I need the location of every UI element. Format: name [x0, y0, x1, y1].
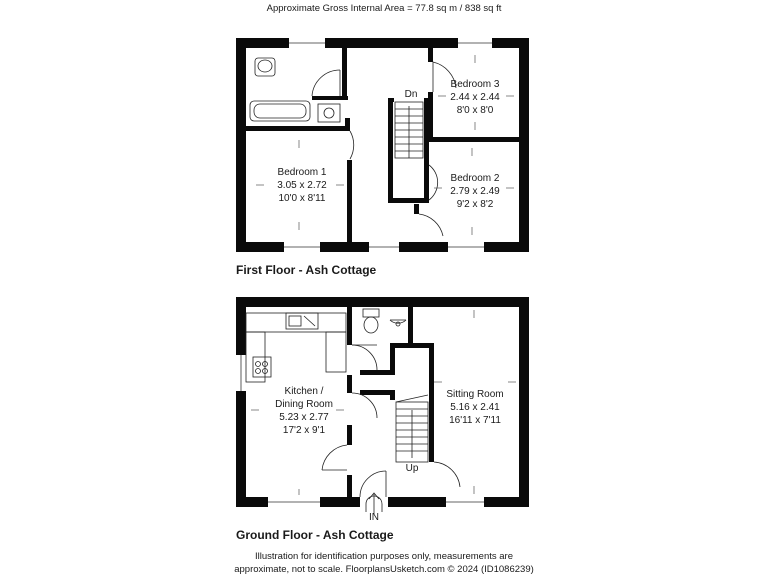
svg-text:Sitting Room: Sitting Room — [446, 389, 504, 400]
first-floor-stairs — [395, 102, 423, 158]
disclaimer-line-2: approximate, not to scale. FloorplansUsketch.com © 2024 (ID1086239) — [234, 564, 534, 575]
svg-text:5.16 x 2.41: 5.16 x 2.41 — [450, 402, 500, 413]
svg-text:Bedroom 3: Bedroom 3 — [450, 79, 500, 90]
ground-floor-title: Ground Floor - Ash Cottage — [236, 528, 394, 542]
ground-floor-stairs — [396, 395, 428, 462]
stairs-up-label: Up — [405, 463, 419, 474]
gross-area-text: Approximate Gross Internal Area = 77.8 sq m / 838 sq ft — [266, 3, 502, 14]
svg-text:Dining Room: Dining Room — [275, 399, 333, 410]
svg-text:5.23 x 2.77: 5.23 x 2.77 — [279, 412, 329, 423]
bedroom-2-label — [450, 173, 500, 210]
svg-text:Kitchen /: Kitchen / — [284, 386, 324, 397]
svg-text:8'0 x 8'0: 8'0 x 8'0 — [456, 105, 494, 116]
svg-text:2.44 x 2.44: 2.44 x 2.44 — [450, 92, 500, 103]
stairs-down-label: Dn — [404, 89, 418, 100]
sitting-room-label — [446, 389, 503, 426]
svg-text:Bedroom 2: Bedroom 2 — [450, 173, 500, 184]
svg-text:2.79 x 2.49: 2.79 x 2.49 — [450, 186, 500, 197]
bedroom-3-label — [450, 79, 500, 116]
kitchen-dining-label — [275, 386, 333, 436]
entrance-label: IN — [369, 512, 379, 523]
ground-floor-plan — [236, 297, 529, 523]
svg-text:Bedroom 1: Bedroom 1 — [277, 167, 327, 178]
svg-text:10'0 x 8'11: 10'0 x 8'11 — [278, 193, 326, 204]
disclaimer-line-1: Illustration for identification purposes only, measurements are — [254, 551, 514, 562]
svg-text:17'2 x 9'1: 17'2 x 9'1 — [282, 425, 326, 436]
first-floor-title: First Floor - Ash Cottage — [236, 263, 377, 277]
svg-text:9'2 x 8'2: 9'2 x 8'2 — [456, 199, 494, 210]
svg-text:3.05 x 2.72: 3.05 x 2.72 — [277, 180, 327, 191]
svg-text:16'11 x 7'11: 16'11 x 7'11 — [449, 415, 501, 426]
first-floor-plan — [236, 38, 529, 252]
bedroom-1-label — [277, 167, 327, 204]
